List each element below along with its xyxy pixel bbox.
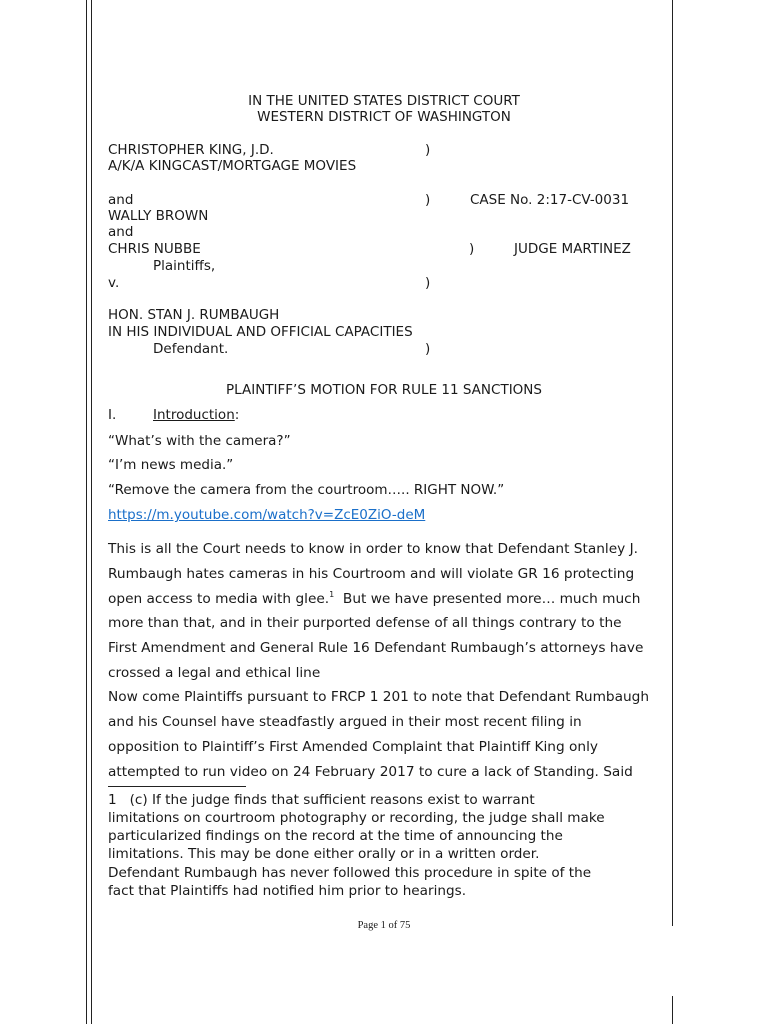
body-line-10: attempted to run video on 24 February 2017 to cure a lack of Standing. Said (108, 764, 633, 780)
page-footer: Page 1 of 75 (357, 920, 411, 931)
caption-paren-3: ) (469, 241, 475, 257)
court-name: IN THE UNITED STATES DISTRICT COURT (248, 93, 520, 109)
caption-paren-5: ) (425, 341, 431, 357)
left-margin-line-inner (91, 0, 92, 1024)
body-line-7: Now come Plaintiffs pursuant to FRCP 1 201 to note that Defendant Rumbaugh (108, 689, 650, 705)
body-line-1: This is all the Court needs to know in order to know that Defendant Stanley J. (108, 541, 638, 557)
versus: v. (108, 275, 120, 291)
body-line-3 (108, 587, 640, 612)
body-line-9: opposition to Plaintiff’s First Amended Complaint that Plaintiff King only (108, 739, 598, 755)
caption-and-2: and (108, 224, 134, 240)
defendant-label: Defendant. (153, 341, 229, 357)
footnote-line-5: Defendant Rumbaugh has never followed this procedure in spite of the (108, 865, 592, 881)
plaintiff-2-name: WALLY BROWN (108, 208, 209, 224)
footnote-marker: 1 (108, 792, 117, 808)
quote-1: “What’s with the camera?” (108, 433, 291, 449)
body-line-6: crossed a legal and ethical line (108, 665, 321, 681)
defendant-name: HON. STAN J. RUMBAUGH (108, 307, 280, 323)
right-margin-line (672, 0, 673, 926)
section-number: I. (108, 407, 117, 423)
caption-and-1: and (108, 192, 134, 208)
motion-title: PLAINTIFF’S MOTION FOR RULE 11 SANCTIONS (226, 382, 542, 398)
footnote-line-1 (108, 791, 535, 809)
caption-paren-2: ) (425, 192, 431, 208)
footnote-line-2: limitations on courtroom photography or recording, the judge shall make (108, 810, 605, 826)
body-line-8: and his Counsel have steadfastly argued in their most recent filing in (108, 714, 582, 730)
body-line-4: more than that, and in their purported defense of all things contrary to the (108, 615, 622, 631)
section-heading-colon: : (234, 407, 240, 423)
body-line-3a: open access to media with glee. (108, 591, 330, 607)
body-line-3b: But we have presented more… much much (334, 591, 641, 607)
defendant-capacity: IN HIS INDIVIDUAL AND OFFICIAL CAPACITIES (108, 324, 413, 340)
body-line-5: First Amendment and General Rule 16 Defendant Rumbaugh’s attorneys have (108, 640, 644, 656)
footnote-line-3: particularized findings on the record at the time of announcing the (108, 828, 563, 844)
plaintiffs-label: Plaintiffs, (153, 258, 216, 274)
section-heading (153, 407, 239, 423)
court-district: WESTERN DISTRICT OF WASHINGTON (257, 109, 511, 125)
case-number: CASE No. 2:17-CV-0031 (470, 192, 630, 208)
judge-name: JUDGE MARTINEZ (514, 241, 631, 257)
footnote-ref[interactable]: 1 (329, 590, 335, 599)
footnote-separator (108, 786, 246, 787)
plaintiff-3-name: CHRIS NUBBE (108, 241, 201, 257)
quote-2: “I’m news media.” (108, 457, 234, 473)
footnote-text-1: (c) If the judge finds that sufficient reasons exist to warrant (129, 792, 535, 808)
body-line-2: Rumbaugh hates cameras in his Courtroom and will violate GR 16 protecting (108, 566, 635, 582)
quote-3: “Remove the camera from the courtroom….. RIGHT NOW.” (108, 482, 505, 498)
footnote-line-6: fact that Plaintiffs had notified him prior to hearings. (108, 883, 467, 899)
footnote-line-4: limitations. This may be done either orally or in a written order. (108, 846, 540, 862)
youtube-link[interactable]: https://m.youtube.com/watch?v=ZcE0ZiO-deM (108, 507, 426, 523)
plaintiff-1-aka: A/K/A KINGCAST/MORTGAGE MOVIES (108, 158, 357, 174)
plaintiff-1-name: CHRISTOPHER KING, J.D. (108, 142, 274, 158)
right-margin-line-lower (672, 996, 673, 1024)
section-heading-text: Introduction (153, 407, 235, 423)
caption-paren-4: ) (425, 275, 431, 291)
caption-paren-1: ) (425, 142, 431, 158)
left-margin-line-outer (86, 0, 87, 1024)
